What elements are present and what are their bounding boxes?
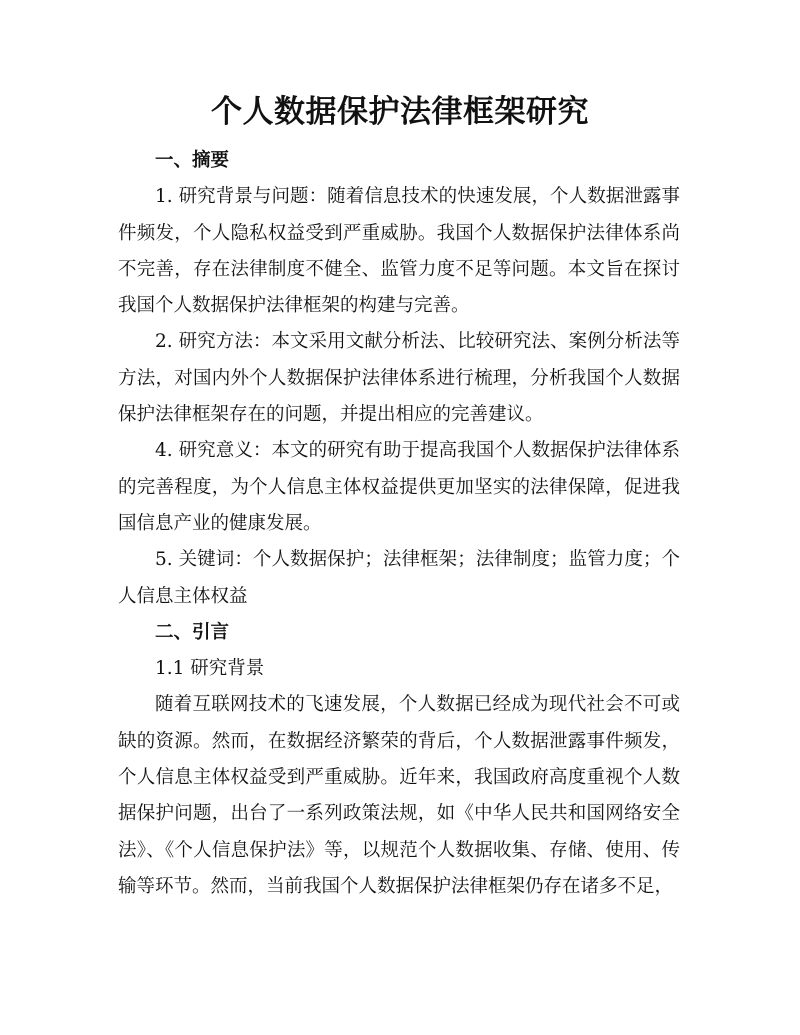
introduction-paragraph: 随着互联网技术的飞速发展，个人数据已经成为现代社会不可或缺的资源。然而，在数据经济繁荣的背后，个人数据泄露事件频发，个人信息主体权益受到严重威胁。近年来，我国政府高度重视个人数据保护问题，出台了一系列政策法规，如《中华人民共和国网络安全法》、《个人信息保护法》等，以规范个人数据收集、存储、使用、传输等环节。然而，当前我国个人数据保护法律框架仍存在诸多不足， — [118, 694, 680, 897]
abstract-item-keywords: 5. 关键词：个人数据保护；法律框架；法律制度；监管力度；个人信息主体权益 — [118, 549, 680, 607]
document-body — [118, 143, 680, 905]
section-heading-introduction: 二、引言 — [155, 621, 230, 643]
abstract-item-background: 1. 研究背景与问题：随着信息技术的快速发展，个人数据泄露事件频发，个人隐私权益受到严重威胁。我国个人数据保护法律体系尚不完善，存在法律制度不健全、监管力度不足等问题。本文旨在探讨我国个人数据保护法律框架的构建与完善。 — [118, 186, 680, 317]
abstract-item-significance: 4. 研究意义：本文的研究有助于提高我国个人数据保护法律体系的完善程度，为个人信息主体权益提供更加坚实的法律保障，促进我国信息产业的健康发展。 — [118, 440, 680, 534]
document-title: 个人数据保护法律框架研究 — [211, 94, 589, 130]
section-heading-abstract: 一、摘要 — [155, 150, 230, 171]
abstract-item-method: 2. 研究方法：本文采用文献分析法、比较研究法、案例分析法等方法，对国内外个人数据保护法律体系进行梳理，分析我国个人数据保护法律框架存在的问题，并提出相应的完善建议。 — [118, 331, 680, 426]
subsection-heading-background: 1.1 研究背景 — [155, 658, 265, 680]
